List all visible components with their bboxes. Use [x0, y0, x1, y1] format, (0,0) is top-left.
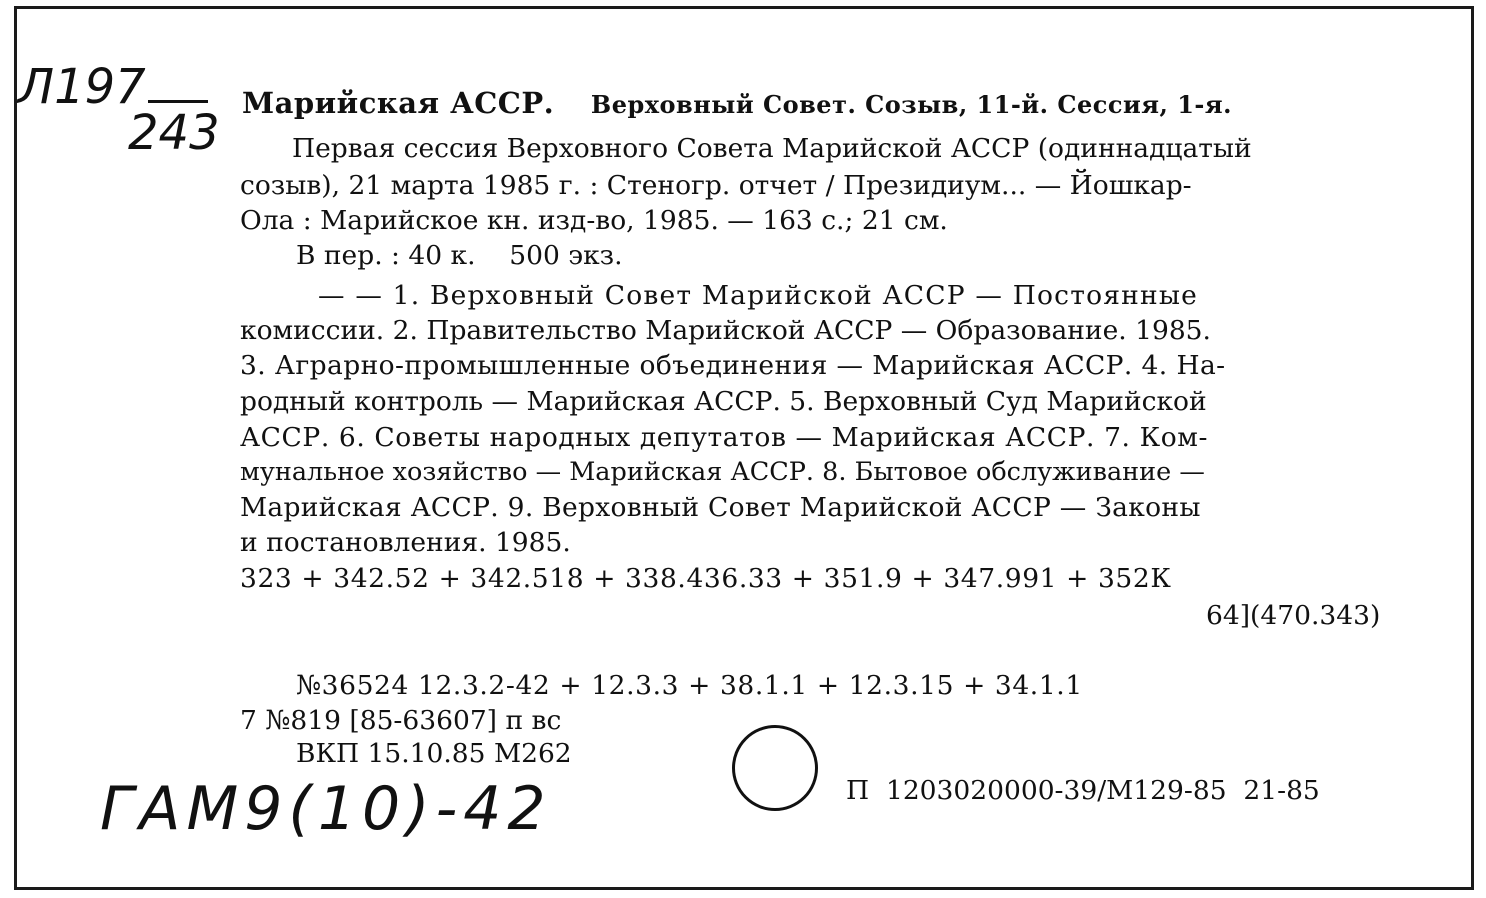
- subjects-line-4: родный контроль — Марийская АССР. 5. Верховный Суд Марийской: [240, 386, 1207, 417]
- handwritten-call-number-bottom: 243: [128, 105, 220, 161]
- subjects-line-7: Марийская АССР. 9. Верховный Совет Марийской АССР — Законы: [240, 492, 1201, 523]
- card-heading: [242, 86, 1232, 120]
- title-line-1: Первая сессия Верховного Совета Марийской АССР (одиннадцатый: [292, 133, 1252, 164]
- index-line: П 1203020000-39/М129-85 21-85: [846, 775, 1320, 806]
- classification-line-2: 64](470.343): [1206, 600, 1381, 631]
- number-line: №36524 12.3.2-42 + 12.3.3 + 38.1.1 + 12.3.15 + 34.1.1: [296, 670, 1083, 701]
- heading-main: Марийская АССР.: [242, 86, 555, 120]
- order-line: 7 №819 [85-63607] п вс: [240, 705, 562, 736]
- handwritten-fraction-bar: [148, 100, 208, 103]
- handwritten-call-number: [18, 59, 146, 115]
- handwritten-inventory-number: ГАМ9(10)-42: [100, 774, 552, 844]
- subjects-line-1: — — 1. Верховный Совет Марийской АССР — Постоянные: [318, 280, 1199, 311]
- subjects-line-8: и постановления. 1985.: [240, 527, 571, 558]
- heading-sub: Верховный Совет. Созыв, 11-й. Сессия, 1-я.: [590, 90, 1232, 119]
- title-line-3: Ола : Марийское кн. изд-во, 1985. — 163 с.; 21 см.: [240, 205, 948, 236]
- title-line-2: созыв), 21 марта 1985 г. : Стеногр. отчет / Президиум... — Йошкар-: [240, 170, 1192, 201]
- subjects-line-5: АССР. 6. Советы народных депутатов — Марийская АССР. 7. Ком-: [240, 422, 1209, 453]
- price-line: В пер. : 40 к. 500 экз.: [296, 240, 623, 271]
- subjects-line-2: комиссии. 2. Правительство Марийской АССР — Образование. 1985.: [240, 315, 1211, 346]
- classification-line: 323 + 342.52 + 342.518 + 338.436.33 + 351.9 + 347.991 + 352К: [240, 563, 1172, 594]
- vkp-line: ВКП 15.10.85 М262: [296, 738, 572, 769]
- subjects-line-6: мунальное хозяйство — Марийская АССР. 8. Бытовое обслуживание —: [240, 457, 1205, 487]
- circle-mark: [732, 725, 818, 811]
- handwritten-call-number-top: Л197: [18, 59, 146, 115]
- subjects-line-3: 3. Аграрно-промышленные объединения — Марийская АССР. 4. На-: [240, 350, 1226, 381]
